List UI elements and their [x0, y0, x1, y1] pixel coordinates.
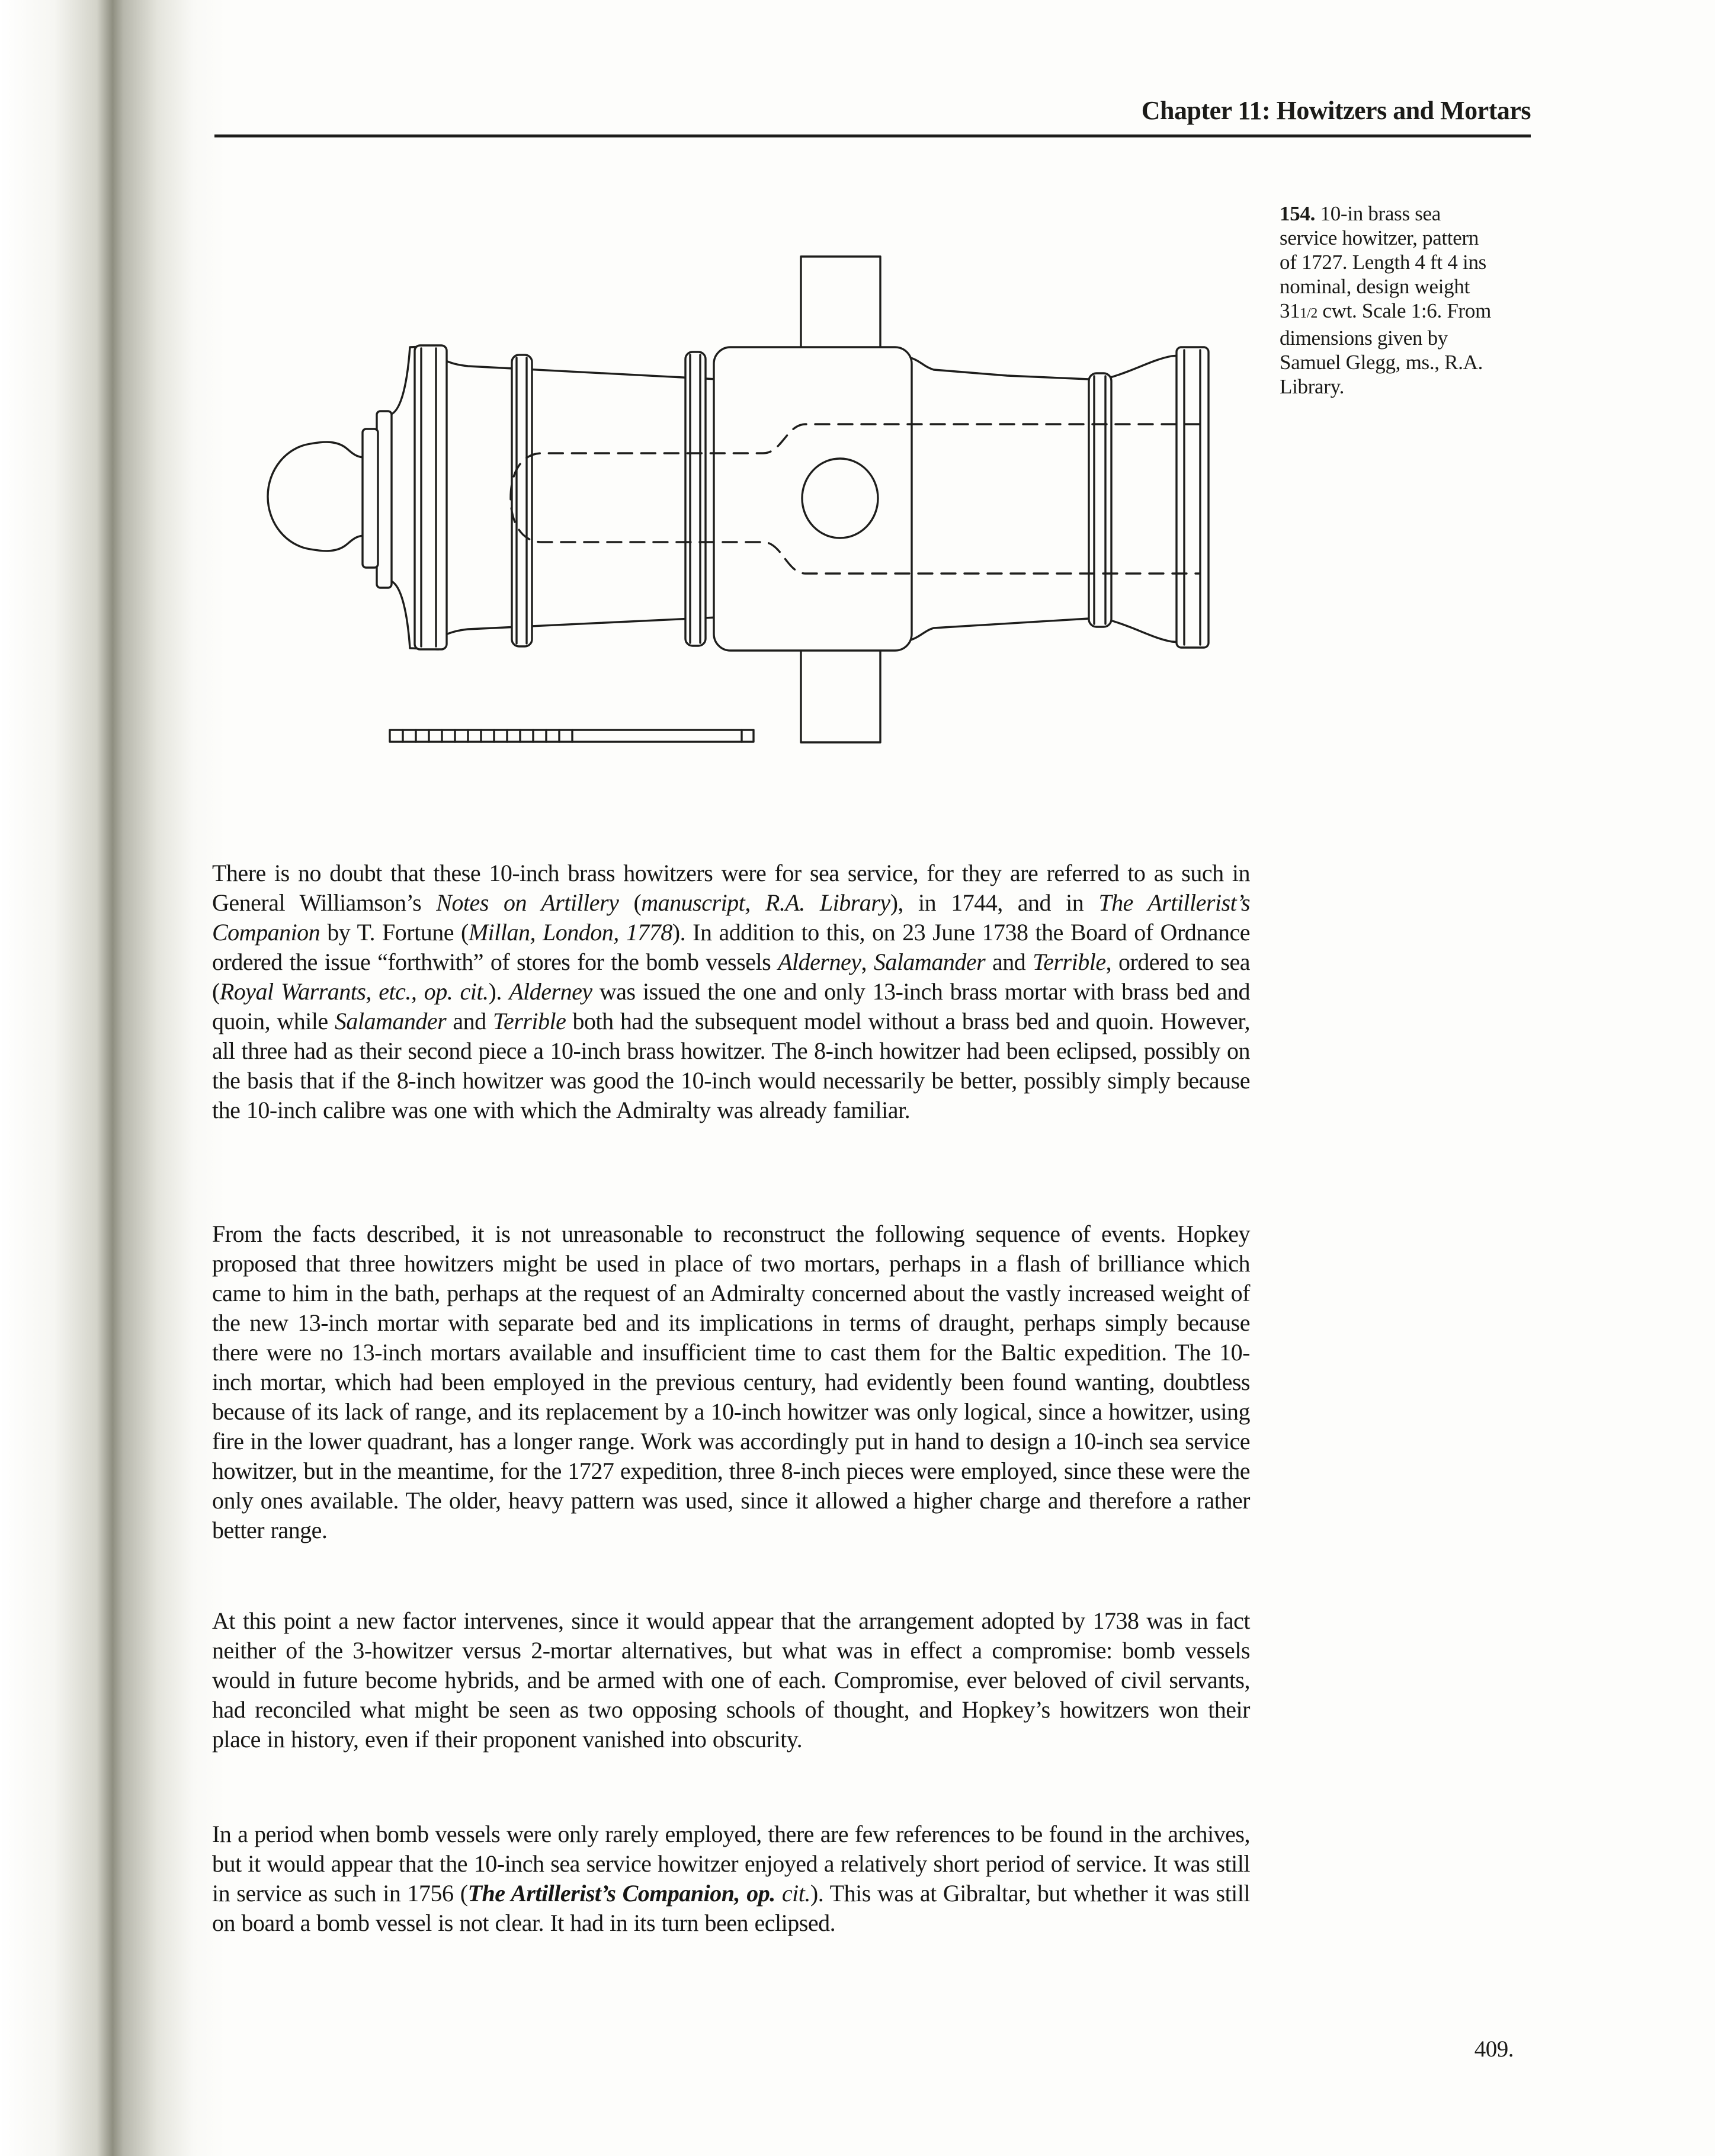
- vent-ring: [512, 355, 532, 646]
- body-paragraph-4: In a period when bomb vessels were only rarely employed, there are few references to be found in the archives, but it would appear that the 10-inch sea service howitzer enjoyed a relatively short period of service. It was still in service as such in 1756 (The Artillerist’s Companion, op. cit.). This was at Gibraltar, but whether it was still on board a bomb vessel is not clear. It had in its turn been eclipsed.: [212, 1821, 1251, 1936]
- cascabel-button: [268, 442, 368, 551]
- page-gutter-shadow: [0, 0, 225, 2156]
- body-paragraph-1: There is no doubt that these 10-inch brass howitzers were for sea service, for they are referred to as such in General Williamson’s Notes on Artillery (manuscript, R.A. Library), in 1744, and in The Artillerist’s Companion by T. Fortune (Millan, London, 1778). In addition to this, on 23 June 1738 the Board of Ordnance ordered the issue “forthwith” of stores for the bomb vessels Alderney, Salamander and Terrible, ordered to sea (Royal Warrants, etc., op. cit.). Alderney was issued the one and only 13-inch brass mortar with brass bed and quoin, while Salamander and Terrible both had the subsequent model without a brass bed and quoin. However, all three had as their second piece a 10-inch brass howitzer. The 8-inch howitzer had been eclipsed, possibly on the basis that if the 8-inch howitzer was good the 10-inch would necessarily be better, possibly simply because the 10-inch calibre was one with which the Admiralty was already familiar.: [212, 860, 1251, 1123]
- breech-moulding-outer: [377, 411, 392, 588]
- chapter-header: Chapter 11: Howitzers and Mortars: [1141, 96, 1531, 125]
- breech-moulding-inner: [363, 429, 378, 568]
- header-rule: [214, 134, 1531, 137]
- scale-bar: [390, 730, 754, 742]
- trunnion-arm-bottom: [801, 643, 880, 742]
- page-number: 409.: [1474, 2036, 1514, 2062]
- muzzle-face-moulding: [1177, 347, 1208, 648]
- howitzer-drawing: [231, 225, 1256, 841]
- chase-ring: [1089, 373, 1111, 627]
- howitzer-figure: [231, 225, 1256, 841]
- reinforce-ring: [685, 352, 706, 646]
- base-ring: [415, 345, 447, 649]
- body-paragraph-3: At this point a new factor intervenes, since it would appear that the arrangement adopted by 1738 was in fact neither of the 3-howitzer versus 2-mortar alternatives, but what was in effect a compromise: bomb vessels would in future become hybrids, and be armed with one of each. Compromise, ever beloved of civil servants, had reconciled what might be seen as two opposing schools of thought, and Hopkey’s howitzers won their place in history, even if their proponent vanished into obscurity.: [212, 1607, 1250, 1753]
- body-paragraph-2: From the facts described, it is not unreasonable to reconstruct the following sequence of events. Hopkey proposed that three howitzers might be used in place of two mortars, perhaps in a flash of brilliance which came to him in the bath, perhaps at the request of an Admiralty concerned about the vastly increased weight of the new 13-inch mortar with separate bed and its implications in terms of draught, perhaps simply because there were no 13-inch mortars available and insufficient time to cast them for the Baltic expedition. The 10-inch mortar, which had been employed in the previous century, had evidently been found wanting, doubtless because of its lack of range, and its replacement by a 10-inch howitzer was only logical, since a howitzer, using fire in the lower quadrant, has a longer range. Work was accordingly put in hand to design a 10-inch sea service howitzer, but in the meantime, for the 1727 expedition, three 8-inch pieces were employed, since these were the only ones available. The older, heavy pattern was used, since it allowed a higher charge and therefore a rather better range.: [212, 1220, 1250, 1543]
- figure-caption: 154. 10-in brass sea service howitzer, pattern of 1727. Length 4 ft 4 ins nominal, design weight 311/2 cwt. Scale 1:6. From dimensions given by Samuel Glegg, ms., R.A. Library.: [1280, 202, 1492, 398]
- chase: [900, 355, 1180, 642]
- trunnion-arm-top: [801, 257, 880, 354]
- trunnion-hole: [802, 459, 878, 538]
- first-reinforce-taper: [444, 360, 717, 635]
